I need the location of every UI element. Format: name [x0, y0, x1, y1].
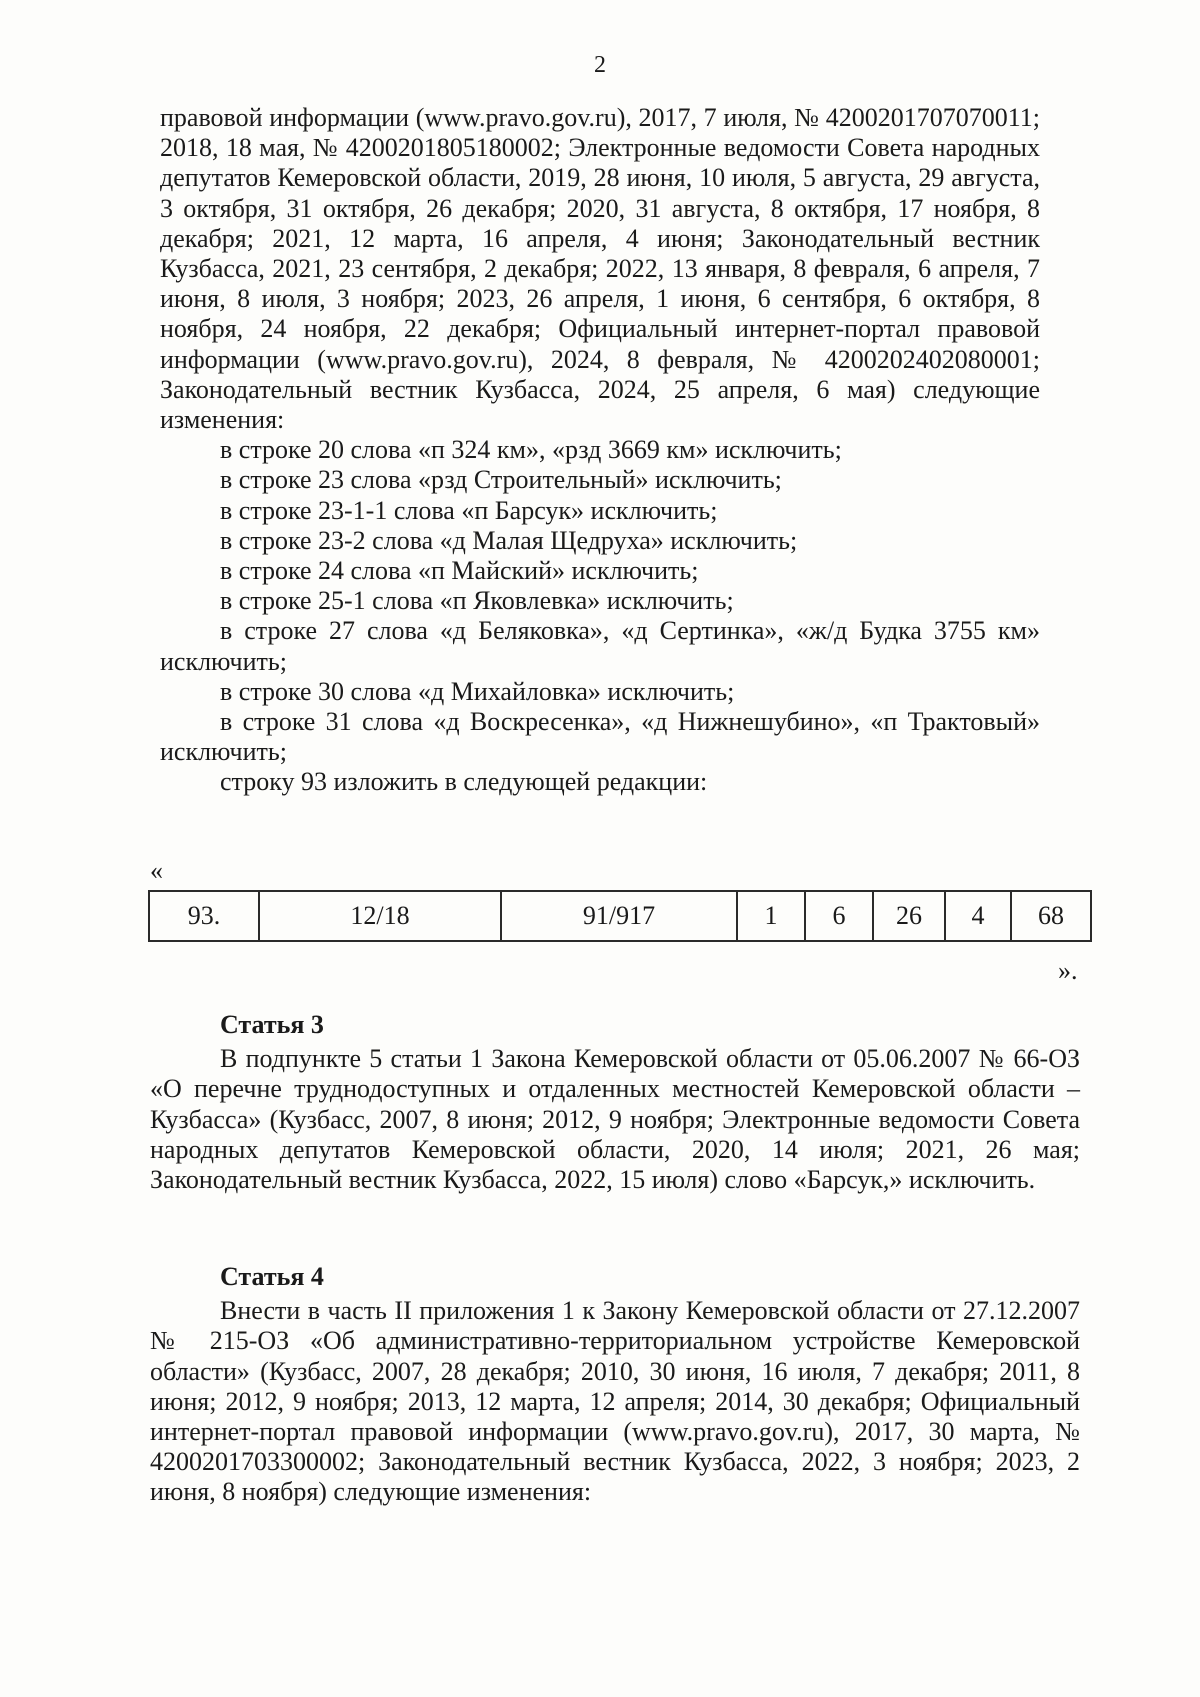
- article-4-title: Статья 4: [220, 1262, 324, 1291]
- table-cell: 26: [873, 891, 945, 941]
- table-cell: 91/917: [501, 891, 737, 941]
- article-3: [150, 1010, 1080, 1195]
- table-cell: 12/18: [259, 891, 501, 941]
- intro-paragraph: правовой информации (www.pravo.gov.ru), 2017, 7 июля, № 4200201707070011; 2018, 18 мая, № 4200201805180002; Электронные ведомости Совета народных депутатов Кемеровской области, 2019, 28 июня, 10 июля, 5 августа, 29 августа, 3 октября, 31 октября, 26 декабря; 2020, 31 августа, 8 октября, 17 ноября, 8 декабря; 2021, 12 марта, 16 апреля, 4 июня; Законодательный вестник Кузбасса, 2021, 23 сентября, 2 декабря; 2022, 13 января, 8 февраля, 6 апреля, 7 июня, 8 июля, 3 ноября; 2023, 26 апреля, 1 июня, 6 сентября, 6 октября, 8 ноября, 24 ноября, 22 декабря; Официальный интернет-портал правовой информации (www.pravo.gov.ru), 2024, 8 февраля, № 4200202402080001; Законодательный вестник Кузбасса, 2024, 25 апреля, 6 мая) следующие изменения:: [160, 103, 1040, 435]
- edit-list: [160, 435, 1040, 797]
- closing-quote: ».: [1058, 956, 1078, 985]
- table-row: [149, 891, 1091, 941]
- article-4: [150, 1262, 1080, 1508]
- row-93-table: [148, 890, 1092, 942]
- article2-continuation: [160, 103, 1040, 798]
- edit-item: в строке 31 слова «д Воскресенка», «д Нижнешубино», «п Трактовый» исключить;: [160, 707, 1040, 767]
- edit-item: в строке 27 слова «д Беляковка», «д Сертинка», «ж/д Будка 3755 км» исключить;: [160, 616, 1040, 676]
- table-cell-number: 93.: [149, 891, 259, 941]
- edit-item: в строке 23-2 слова «д Малая Щедруха» исключить;: [220, 525, 798, 555]
- table-cell: 6: [805, 891, 873, 941]
- edit-item: в строке 30 слова «д Михайловка» исключить;: [220, 676, 735, 706]
- article-3-title: Статья 3: [220, 1010, 324, 1039]
- edit-item: в строке 25-1 слова «п Яковлевка» исключить;: [220, 586, 734, 616]
- table-cell: 4: [945, 891, 1011, 941]
- edit-item: строку 93 изложить в следующей редакции:: [220, 767, 708, 797]
- table-cell: 1: [737, 891, 805, 941]
- table-cell: 68: [1011, 891, 1091, 941]
- article-4-text: Внести в часть II приложения 1 к Закону Кемеровской области от 27.12.2007 № 215-ОЗ «Об административно-территориальном устройстве Кемеровской области» (Кузбасс, 2007, 28 декабря; 2010, 30 июня, 16 июля, 7 декабря; 2011, 8 июня; 2012, 9 ноября; 2013, 12 марта, 12 апреля; 2014, 30 декабря; Официальный интернет-портал правовой информации (www.pravo.gov.ru), 2017, 30 марта, № 4200201703300002; Законодательный вестник Кузбасса, 2022, 3 ноября; 2023, 2 июня, 8 ноября) следующие изменения:: [150, 1296, 1080, 1507]
- edit-item: в строке 23 слова «рзд Строительный» исключить;: [220, 465, 782, 495]
- article-3-text: В подпункте 5 статьи 1 Закона Кемеровской области от 05.06.2007 № 66-ОЗ «О перечне труднодоступных и отдаленных местностей Кемеровской области – Кузбасса» (Кузбасс, 2007, 8 июня; 2012, 9 ноября; Электронные ведомости Совета народных депутатов Кемеровской области, 2020, 14 июля; 2021, 26 мая; Законодательный вестник Кузбасса, 2022, 15 июля) слово «Барсук,» исключить.: [150, 1044, 1080, 1195]
- replacement-row-table: [148, 890, 1090, 942]
- edit-item: в строке 24 слова «п Майский» исключить;: [220, 556, 699, 586]
- page-number: 2: [594, 52, 606, 78]
- edit-item: в строке 20 слова «п 324 км», «рзд 3669 км» исключить;: [220, 435, 842, 465]
- edit-item: в строке 23-1-1 слова «п Барсук» исключить;: [220, 495, 718, 525]
- opening-quote: «: [150, 856, 163, 885]
